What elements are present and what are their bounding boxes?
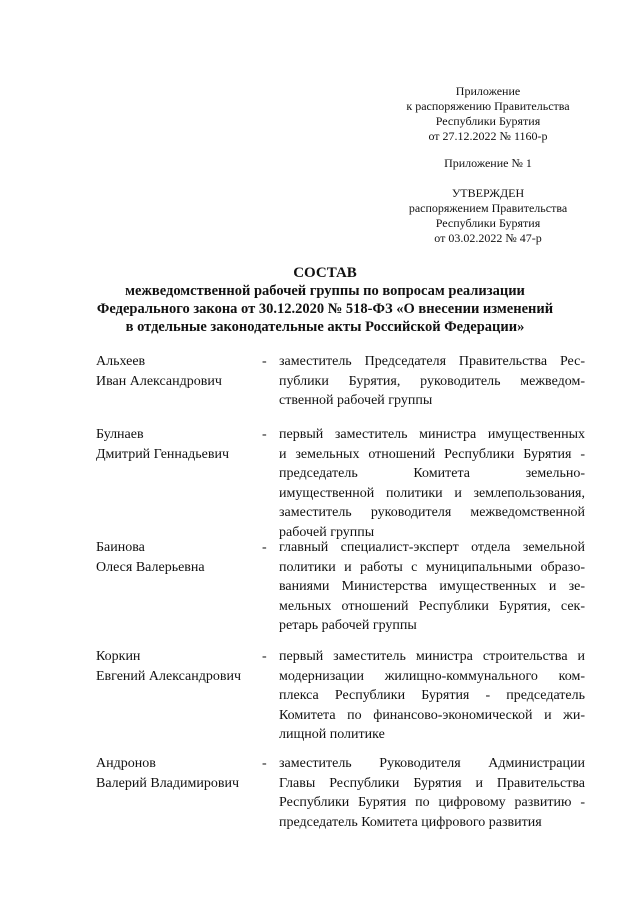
separator-dash: - [262, 540, 267, 555]
title-line: в отдельные законодательные акты Российской Федерации» [125, 319, 525, 335]
title-heading: СОСТАВ [293, 265, 357, 281]
approved-line: от 03.02.2022 № 47-р [434, 231, 542, 245]
separator-dash: - [262, 649, 267, 664]
member-surname: Коркин [96, 649, 141, 664]
role-line: Главы Республики Бурятия и Правительства [279, 775, 585, 791]
role-line: первый заместитель министра строительства и [279, 649, 585, 664]
appendix-number-text: Приложение № 1 [444, 156, 532, 170]
role-line: ваниями Министерства имущественных и зе- [279, 579, 585, 594]
separator-dash: - [262, 354, 267, 369]
member-role [279, 754, 585, 832]
role-line: имущественной политики и землепользования, [279, 485, 585, 501]
member-role [279, 352, 585, 411]
member-role [279, 647, 585, 745]
appendix-line: Республики Бурятия [435, 114, 541, 128]
role-line: Республики Бурятия по цифровому развитию - [279, 795, 585, 810]
role-line: и земельных отношений Республики Бурятия - [279, 446, 585, 462]
role-line: модернизации жилищно-коммунального ком- [279, 668, 585, 684]
role-line: заместитель Руководителя Администрации [279, 756, 585, 771]
appendix-number [398, 156, 578, 171]
member-role [279, 425, 585, 542]
appendix-line: Приложение [455, 84, 521, 98]
member-name [96, 647, 256, 686]
title-line: Федерального закона от 30.12.2020 № 518-ФЗ «О внесении изменений [96, 301, 554, 317]
member-given-name: Иван Александрович [96, 373, 222, 389]
separator-dash: - [262, 756, 267, 771]
role-line: рабочей группы [279, 524, 375, 540]
member-name [96, 538, 256, 577]
appendix-line: к распоряжению Правительства [406, 99, 570, 113]
role-line: плекса Республики Бурятия - председатель [279, 688, 585, 703]
role-line: Комитета по финансово-экономической и жи- [279, 707, 585, 723]
member-surname: Баинова [96, 540, 145, 555]
member-given-name: Дмитрий Геннадьевич [96, 446, 229, 462]
member-given-name: Валерий Владимирович [96, 775, 240, 791]
appendix-line: от 27.12.2022 № 1160-р [428, 129, 548, 143]
role-line: мельных отношений Республики Бурятия, сек- [279, 598, 585, 614]
approved-line: Республики Бурятия [435, 216, 541, 230]
member-given-name: Евгений Александрович [96, 668, 242, 684]
member-surname: Булнаев [96, 427, 144, 442]
member-name [96, 425, 256, 464]
member-surname: Андронов [96, 756, 156, 771]
role-line: политики и работы с муниципальными образо- [279, 559, 585, 575]
role-line: председатель Комитета земельно- [279, 466, 585, 481]
role-line: лищной политике [279, 727, 385, 742]
member-given-name: Олеся Валерьевна [96, 559, 205, 575]
approved-line: УТВЕРЖДЕН [451, 186, 525, 200]
role-line: заместитель Председателя Правительства Рес- [279, 354, 585, 369]
role-line: председатель Комитета цифрового развития [279, 814, 542, 830]
title-line: межведомственной рабочей группы по вопросам реализации [125, 283, 525, 299]
member-role [279, 538, 585, 636]
approved-line: распоряжением Правительства [408, 201, 568, 215]
separator-dash: - [262, 427, 267, 442]
role-line: главный специалист-эксперт отдела земельной [279, 540, 585, 555]
role-line: ретарь рабочей группы [279, 618, 417, 633]
role-line: первый заместитель министра имущественных [279, 427, 585, 442]
role-line: заместитель руководителя межведомственной [279, 505, 585, 520]
role-line: публики Бурятия, руководитель межведом- [279, 373, 585, 389]
member-name [96, 754, 256, 793]
role-line: ственной рабочей группы [279, 393, 433, 408]
member-surname: Альхеев [96, 354, 146, 369]
document-title [60, 264, 590, 336]
member-name [96, 352, 256, 391]
appendix-block [398, 84, 578, 144]
approved-block [398, 186, 578, 246]
